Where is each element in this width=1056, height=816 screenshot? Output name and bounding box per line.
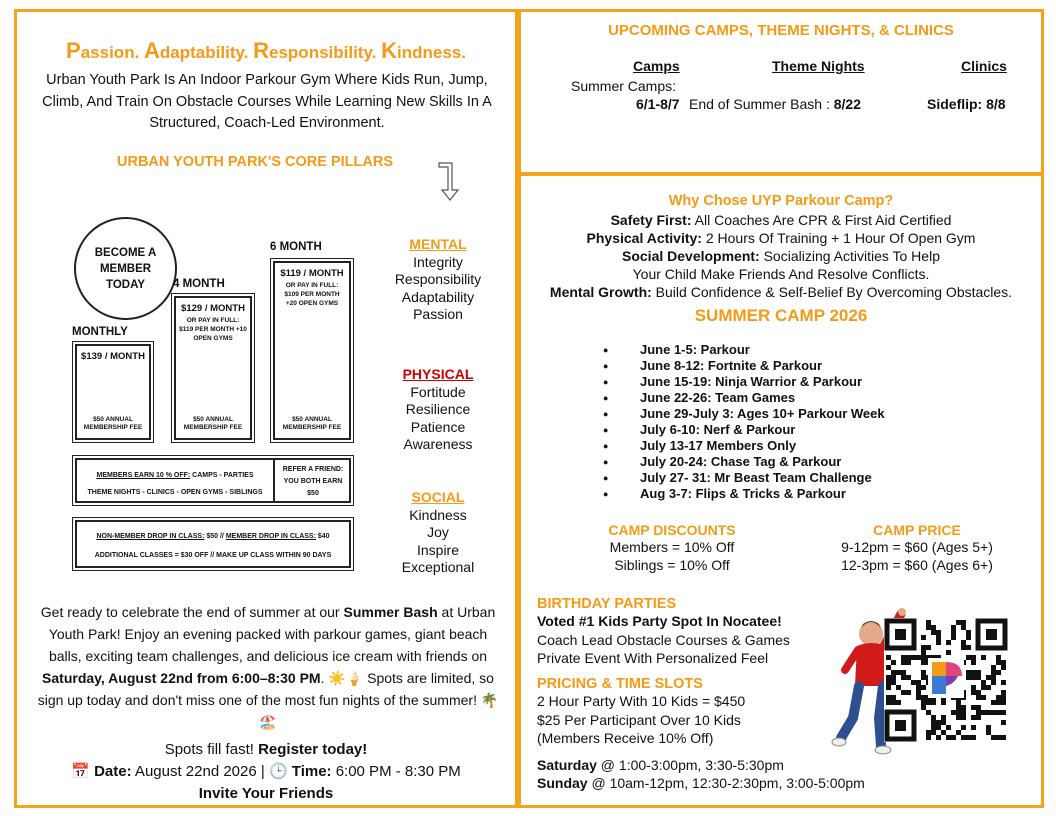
qr-module — [956, 705, 961, 710]
qr-module — [991, 735, 996, 740]
qr-module — [941, 700, 946, 705]
qr-module — [891, 675, 896, 680]
qr-module — [921, 670, 926, 675]
intro-text: Urban Youth Park Is An Indoor Parkour Gym Where Kids Run, Jump, Climb, And Train On Obstacle Courses While Learning New Skills In A Structured, Coach-Led Environment. — [42, 72, 492, 131]
qr-module — [921, 695, 926, 700]
camps-header: Camps — [633, 58, 680, 74]
plan-4month-heading: 4 MONTH — [173, 278, 225, 290]
left-panel — [14, 9, 518, 808]
qr-module — [886, 655, 891, 660]
qr-module — [916, 655, 921, 660]
qr-module — [921, 650, 926, 655]
qr-module — [906, 655, 911, 660]
qr-module — [986, 710, 991, 715]
qr-module — [961, 715, 966, 720]
plan-monthly-card: $139 / MONTH $50 ANNUAL MEMBERSHIP FEE — [75, 344, 151, 440]
qr-module — [931, 730, 936, 735]
qr-module — [931, 625, 936, 630]
qr-module — [991, 680, 996, 685]
qr-module — [891, 670, 896, 675]
qr-module — [971, 725, 976, 730]
qr-module — [961, 725, 966, 730]
qr-code-image[interactable] — [884, 618, 1008, 742]
qr-module — [901, 670, 906, 675]
qr-module — [936, 630, 941, 635]
qr-module — [956, 730, 961, 735]
qr-module — [1001, 695, 1006, 700]
qr-module — [976, 675, 981, 680]
qr-module — [966, 630, 971, 635]
qr-module — [886, 680, 891, 685]
qr-module — [976, 715, 981, 720]
qr-module — [996, 655, 1001, 660]
qr-module — [976, 710, 981, 715]
list-item: ● June 29-July 3: Ages 10+ Parkour Week — [603, 406, 885, 422]
plan-4month-card: $129 / MONTH OR PAY IN FULL: $119 PER MONTH +10 OPEN GYMS $50 ANNUAL MEMBERSHIP FEE — [174, 296, 252, 440]
qr-module — [886, 700, 891, 705]
qr-module — [951, 710, 956, 715]
theme-nights-header: Theme Nights — [772, 58, 865, 74]
saturday-slots: Saturday @ 1:00-3:00pm, 3:30-5:30pm — [537, 757, 784, 773]
qr-module — [961, 620, 966, 625]
summer-camps-label: Summer Camps: — [571, 78, 677, 94]
qr-module — [986, 730, 991, 735]
qr-module — [1001, 710, 1006, 715]
qr-module — [981, 680, 986, 685]
qr-module — [976, 670, 981, 675]
list-item: ● June 1-5: Parkour — [603, 342, 885, 358]
qr-module — [896, 700, 901, 705]
invite-friends-text: Invite Your Friends — [198, 785, 334, 802]
qr-module — [971, 655, 976, 660]
qr-module — [926, 735, 931, 740]
qr-module — [981, 695, 986, 700]
qr-module — [906, 660, 911, 665]
qr-module — [901, 655, 906, 660]
qr-module — [966, 670, 971, 675]
register-block: Spots fill fast! Register today! 📅 Date: August 22nd 2026 | 🕒 Time: 6:00 PM - 8:30 PM Invite Your Friends — [17, 739, 515, 805]
list-item: ● July 13-17 Members Only — [603, 438, 885, 454]
qr-module — [921, 675, 926, 680]
qr-module — [921, 700, 926, 705]
clock-icon: 🕒 — [268, 763, 288, 780]
qr-module — [971, 675, 976, 680]
qr-module — [886, 675, 891, 680]
summer-camps-dates: 6/1-8/7 — [636, 96, 680, 112]
qr-module — [946, 735, 951, 740]
qr-module — [886, 665, 891, 670]
qr-module — [966, 675, 971, 680]
qr-module — [996, 710, 1001, 715]
list-item: ● July 6-10: Nerf & Parkour — [603, 422, 885, 438]
qr-module — [911, 655, 916, 660]
pillar-physical: PHYSICAL Fortitude Resilience Patience Awareness — [402, 366, 474, 452]
qr-module — [951, 630, 956, 635]
camp-discounts: CAMP DISCOUNTS Members = 10% Off Siblings = 10% Off — [608, 522, 736, 573]
qr-module — [916, 695, 921, 700]
why-list: Safety First: All Coaches Are CPR & First Aid Certified Physical Activity: 2 Hours Of Training + 1 Hour Of Open Gym Social Development: Socializing Activities To Help Your Child Make Friends And Resolve Conflicts. Mental Growth: Build Confidence & Self-Belief By Overcoming Obstacles. — [549, 212, 1013, 300]
register-link[interactable]: Register today! — [258, 741, 368, 758]
qr-module — [936, 725, 941, 730]
qr-module — [956, 620, 961, 625]
qr-module — [956, 710, 961, 715]
qr-module — [936, 720, 941, 725]
pillars-title: URBAN YOUTH PARK'S CORE PILLARS — [117, 154, 394, 170]
drop-in-box: NON-MEMBER DROP IN CLASS: $50 // MEMBER DROP IN CLASS: $40 ADDITIONAL CLASSES = $30 OFF // MAKE UP CLASS WITHIN 90 DAYS — [75, 520, 351, 568]
qr-module — [921, 655, 926, 660]
qr-module — [971, 660, 976, 665]
qr-module — [931, 630, 936, 635]
plan-6month-card: $119 / MONTH OR PAY IN FULL: $109 PER MONTH +20 OPEN GYMS $50 ANNUAL MEMBERSHIP FEE — [273, 261, 351, 440]
qr-module — [996, 695, 1001, 700]
qr-module — [946, 640, 951, 645]
upcoming-title: UPCOMING CAMPS, THEME NIGHTS, & CLINICS — [608, 22, 954, 39]
qr-module — [1001, 660, 1006, 665]
tagline: Passion. Adaptability. Responsibility. Kindness. — [66, 38, 466, 63]
qr-module — [951, 635, 956, 640]
qr-module — [891, 695, 896, 700]
qr-module — [961, 625, 966, 630]
qr-module — [886, 695, 891, 700]
qr-module — [961, 705, 966, 710]
member-discount-box: MEMBERS EARN 10 % OFF: CAMPS - PARTIES THEME NIGHTS - CLINICS - OPEN GYMS - SIBLINGS REFER A FRIEND: YOU BOTH EARN $50 — [75, 458, 351, 503]
qr-module — [991, 675, 996, 680]
plan-monthly-heading: MONTHLY — [72, 326, 128, 338]
qr-module — [961, 645, 966, 650]
why-title: Why Chose UYP Parkour Camp? — [668, 193, 894, 209]
list-item: ● Aug 3-7: Flips & Tricks & Parkour — [603, 486, 885, 502]
qr-module — [991, 670, 996, 675]
camp-price: CAMP PRICE 9-12pm = $60 (Ages 5+) 12-3pm = $60 (Ages 6+) — [841, 522, 993, 573]
qr-module — [976, 695, 981, 700]
qr-module — [966, 655, 971, 660]
qr-module — [961, 640, 966, 645]
refer-friend-text: REFER A FRIEND: YOU BOTH EARN $50 — [282, 466, 344, 497]
pillar-social: SOCIAL Kindness Joy Inspire Exceptional — [401, 489, 475, 575]
qr-module — [996, 670, 1001, 675]
pillar-mental: MENTAL Integrity Responsibility Adaptability Passion — [394, 236, 482, 322]
birthday-parties: BIRTHDAY PARTIES Voted #1 Kids Party Spot In Nocatee! Coach Lead Obstacle Courses & Games Private Event With Personalized Feel — [537, 596, 790, 666]
qr-module — [986, 675, 991, 680]
qr-module — [981, 685, 986, 690]
qr-module — [896, 670, 901, 675]
qr-module — [926, 730, 931, 735]
qr-module — [906, 675, 911, 680]
qr-module — [1001, 735, 1006, 740]
plan-6month-heading: 6 MONTH — [270, 241, 322, 253]
become-member-badge[interactable]: BECOME A MEMBER TODAY — [74, 217, 177, 320]
qr-module — [1001, 720, 1006, 725]
qr-module — [961, 710, 966, 715]
qr-module — [971, 690, 976, 695]
party-pricing: PRICING & TIME SLOTS 2 Hour Party With 10 Kids = $450 $25 Per Participant Over 10 Kids (Members Receive 10% Off) — [537, 676, 746, 746]
qr-module — [926, 710, 931, 715]
qr-module — [1001, 665, 1006, 670]
qr-module — [1001, 680, 1006, 685]
camp-schedule-list — [603, 342, 885, 502]
qr-module — [891, 660, 896, 665]
qr-module — [931, 700, 936, 705]
qr-module — [1001, 690, 1006, 695]
qr-module — [971, 685, 976, 690]
sunday-slots: Sunday @ 10am-12pm, 12:30-2:30pm, 3:00-5:00pm — [537, 775, 865, 791]
qr-module — [996, 700, 1001, 705]
qr-module — [966, 735, 971, 740]
qr-module — [921, 705, 926, 710]
list-item: ● July 20-24: Chase Tag & Parkour — [603, 454, 885, 470]
qr-module — [971, 715, 976, 720]
calendar-icon: 📅 — [71, 763, 90, 780]
qr-module — [916, 680, 921, 685]
qr-module — [951, 735, 956, 740]
qr-module — [1001, 700, 1006, 705]
qr-module — [921, 645, 926, 650]
qr-module — [891, 700, 896, 705]
qr-module — [946, 650, 951, 655]
qr-module — [931, 715, 936, 720]
qr-module — [926, 625, 931, 630]
qr-module — [921, 660, 926, 665]
upcoming-panel — [518, 9, 1044, 175]
qr-module — [926, 700, 931, 705]
qr-module — [976, 690, 981, 695]
qr-module — [921, 685, 926, 690]
qr-module — [941, 720, 946, 725]
qr-module — [956, 700, 961, 705]
theme-night-item: End of Summer Bash : 8/22 — [689, 96, 861, 112]
arrow-down-icon — [437, 160, 463, 204]
qr-module — [926, 645, 931, 650]
qr-module — [966, 645, 971, 650]
right-panel — [518, 173, 1044, 808]
qr-module — [911, 680, 916, 685]
qr-module — [976, 705, 981, 710]
summer-bash-description: Get ready to celebrate the end of summer at our Summer Bash at Urban Youth Park! Enjoy an evening packed with parkour games, giant beach balls, exciting team challenges, and delicious ice cream with friends on Saturday, August 22nd from 6:00–8:30 PM. ☀️🍦 Spots are limited, so sign up today and don't miss one of the most fun nights of the summer! 🌴🏖️ — [37, 604, 499, 730]
qr-module — [991, 665, 996, 670]
qr-module — [936, 635, 941, 640]
qr-module — [936, 640, 941, 645]
qr-module — [986, 685, 991, 690]
qr-module — [936, 735, 941, 740]
clinics-header: Clinics — [961, 58, 1007, 74]
qr-module — [981, 655, 986, 660]
qr-module — [901, 690, 906, 695]
qr-module — [971, 735, 976, 740]
qr-module — [966, 635, 971, 640]
qr-module — [956, 715, 961, 720]
qr-module — [991, 700, 996, 705]
qr-module — [941, 715, 946, 720]
qr-module — [926, 620, 931, 625]
summer-camp-title: SUMMER CAMP 2026 — [694, 306, 868, 325]
qr-module — [931, 725, 936, 730]
qr-module — [971, 670, 976, 675]
list-item: ● July 27- 31: Mr Beast Team Challenge — [603, 470, 885, 486]
qr-module — [941, 730, 946, 735]
list-item: ● June 8-12: Fortnite & Parkour — [603, 358, 885, 374]
qr-module — [996, 735, 1001, 740]
qr-module — [986, 725, 991, 730]
qr-module — [946, 725, 951, 730]
qr-module — [901, 660, 906, 665]
qr-module — [921, 635, 926, 640]
qr-module — [931, 720, 936, 725]
qr-module — [971, 705, 976, 710]
qr-module — [916, 685, 921, 690]
qr-module — [906, 690, 911, 695]
qr-module — [961, 735, 966, 740]
qr-module — [916, 690, 921, 695]
qr-module — [951, 625, 956, 630]
qr-module — [901, 675, 906, 680]
clinic-item: Sideflip: 8/8 — [927, 96, 1006, 112]
qr-module — [981, 710, 986, 715]
qr-module — [996, 660, 1001, 665]
list-item: ● June 15-19: Ninja Warrior & Parkour — [603, 374, 885, 390]
qr-module — [896, 685, 901, 690]
qr-module — [886, 685, 891, 690]
list-item: ● June 22-26: Team Games — [603, 390, 885, 406]
qr-module — [991, 710, 996, 715]
qr-module — [891, 680, 896, 685]
